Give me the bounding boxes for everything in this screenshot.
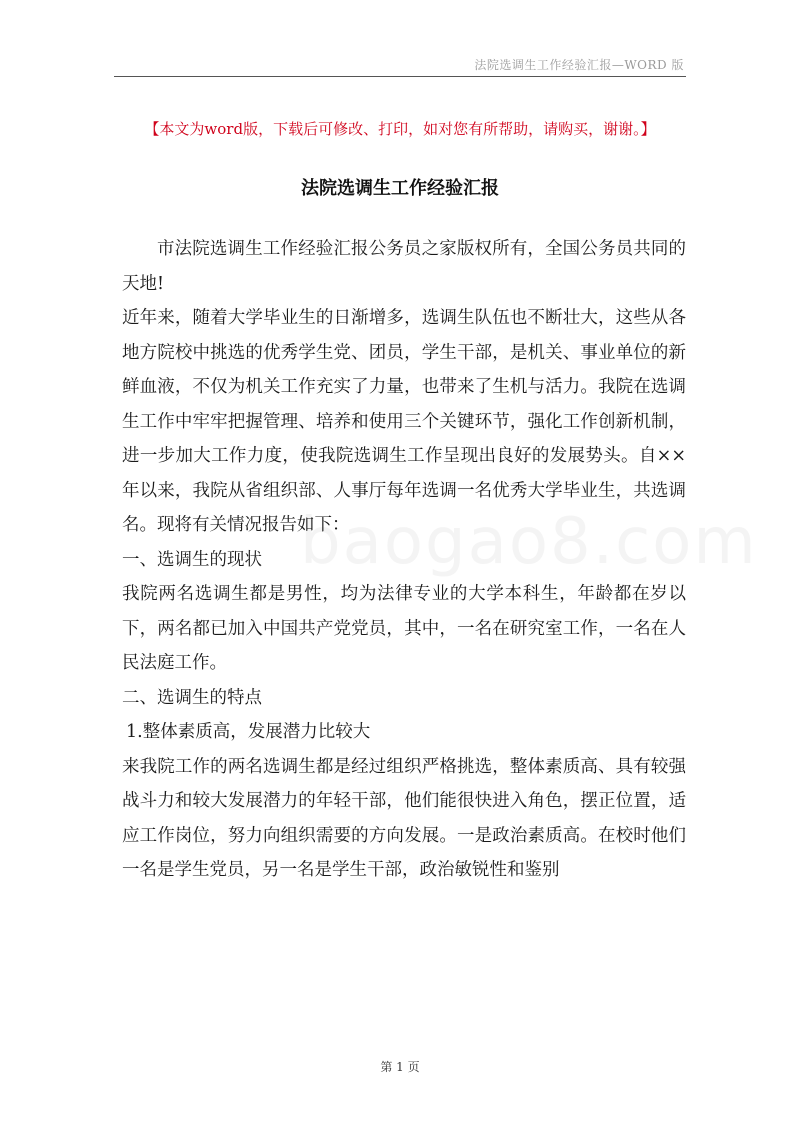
section-heading-features: 二、选调生的特点: [122, 687, 262, 708]
paragraph-status: 我院两名选调生都是男性，均为法律专业的大学本科生，年龄都在岁以下，两名都已加入中国共产党党员，其中，一名在研究室工作，一名在人民法庭工作。: [122, 584, 686, 673]
watermark: baogao8.com: [300, 505, 758, 579]
document-body: [122, 232, 686, 888]
paragraph-background: 近年来，随着大学毕业生的日渐增多，选调生队伍也不断壮大，这些从各地方院校中挑选的优秀学生党、团员，学生干部，是机关、事业单位的新鲜血液，不仅为机关工作充实了力量，也带来了生机与活力。我院在选调生工作中牢牢把握管理、培养和使用三个关键环节，强化工作创新机制，进一步加大工作力度，使我院选调生工作呈现出良好的发展势头。自××年以来，我院从省组织部、人事厅每年选调一名优秀大学毕业生，共选调名。现将有关情况报告如下：: [122, 308, 686, 535]
document-title: 法院选调生工作经验汇报: [301, 178, 499, 199]
header-divider: [114, 76, 686, 77]
section-heading-status: 一、选调生的现状: [122, 549, 262, 570]
page-number: 第 1 页: [380, 1060, 420, 1074]
paragraph-intro: 市法院选调生工作经验汇报公务员之家版权所有，全国公务员共同的天地!: [122, 239, 686, 294]
purchase-notice: 【本文为word版，下载后可修改、打印，如对您有所帮助，请购买，谢谢。】: [144, 120, 656, 138]
subheading-quality: 1.整体素质高，发展潜力比较大: [126, 722, 371, 742]
running-header: 法院选调生工作经验汇报—WORD 版: [474, 58, 684, 72]
paragraph-quality: 来我院工作的两名选调生都是经过组织严格挑选，整体素质高、具有较强战斗力和较大发展潜力的年轻干部，他们能很快进入角色，摆正位置，适应工作岗位，努力向组织需要的方向发展。一是政治素质高。在校时他们一名是学生党员，另一名是学生干部，政治敏锐性和鉴别: [122, 756, 686, 880]
